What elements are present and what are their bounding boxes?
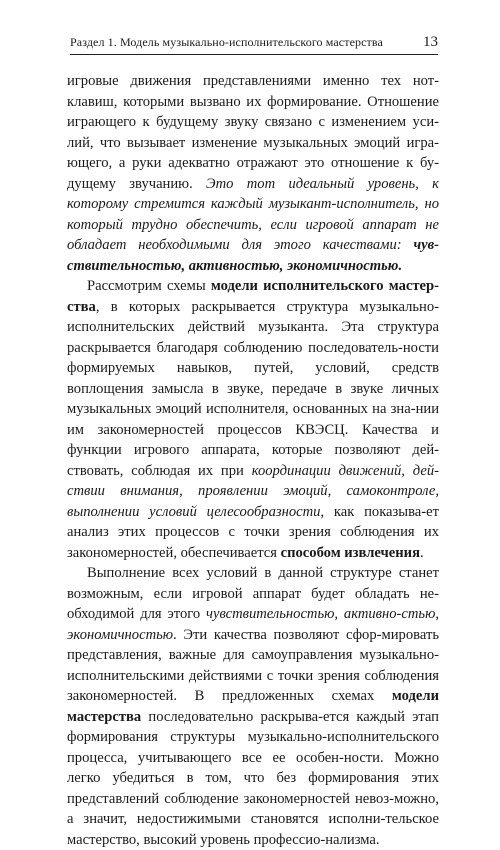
paragraph: [67, 563, 439, 850]
bold-text-run: способом извлечения: [280, 544, 420, 561]
italic-text-run: координации движений, дей-ствии внимания, проявлении эмоций, самоконтроле, выполнении условий целесообразности: [67, 462, 439, 520]
section-title: Раздел 1. Модель музыкально-исполнительского мастерства: [70, 35, 383, 49]
bold-text-run: модели исполнительского мастер-ства: [67, 278, 439, 315]
running-header: [70, 30, 438, 55]
text-run: последовательно раскрыва-ется каждый этап формирования структуры музыкально-исполнительского процесса, учитывающего все ее особен-ности. Можно легко убедиться в том, что без формирования этих представлений соблюдение закономерностей невоз-можно, а значит, недостижимыми становятся исполни-тельское мастерство, высокий уровень профессио-нализма.: [67, 708, 439, 848]
bold-text-run: модели мастерства: [67, 688, 439, 725]
italic-text-run: Это тот идеальный уровень, к которому стремится каждый музыкант-исполнитель, но который трудно обеспечить, если игровой аппарат не обладает необходимыми для этого качествами:: [67, 175, 439, 253]
text-run: , как показыва-ет анализ этих процессов с точки зрения соблюдения их закономерностей, обеспечивается: [67, 503, 439, 561]
body-text: [67, 71, 439, 850]
text-run: Рассмотрим схемы: [87, 278, 211, 294]
page-number: 13: [423, 34, 438, 50]
text-run: .: [419, 544, 424, 561]
text-run: Выполнение всех условий в данной структуре станет возможным, если игровой аппарат будет обладать не-обходимой для этого: [67, 565, 439, 622]
bold-italic-text-run: чув-ствительностью, активностью, экономичностью.: [67, 237, 439, 274]
paragraph: [67, 71, 439, 276]
text-run: . Эти качества позволяют сфор-мировать представления, важные для самоуправления музыкально-исполнительскими действиями с точки зрения соблюдения закономерностей. В предложенных схемах: [67, 626, 439, 704]
paragraph: [67, 276, 439, 563]
text-run: , в которых раскрывается структура музыкально-исполнительских действий музыканта. Эта структура раскрывается благодаря соблюдению последователь-ности формируемых навыков, путей, условий, средств воплощения замысла в звуке, передаче в звуке личных музыкальных эмоций исполнителя, основанных на зна-нии им закономерностей процессов КВЭСЦ. Качества и функции игрового аппарата, которые позволяют дей-ствовать, соблюдая их при: [67, 298, 439, 479]
text-run: игровые движения представлениями именно тех нот-клавиш, которыми вызвано их формирование. Отношение играющего к будущему звуку связано с изменением уси-лий, что вызывает изменение музыкальных эмоций игра-ющего, а руки адекватно отражают это отношение к бу-дущему звучанию.: [67, 73, 439, 192]
italic-text-run: чувствительностью, активно-стью, экономичностью: [67, 606, 440, 643]
